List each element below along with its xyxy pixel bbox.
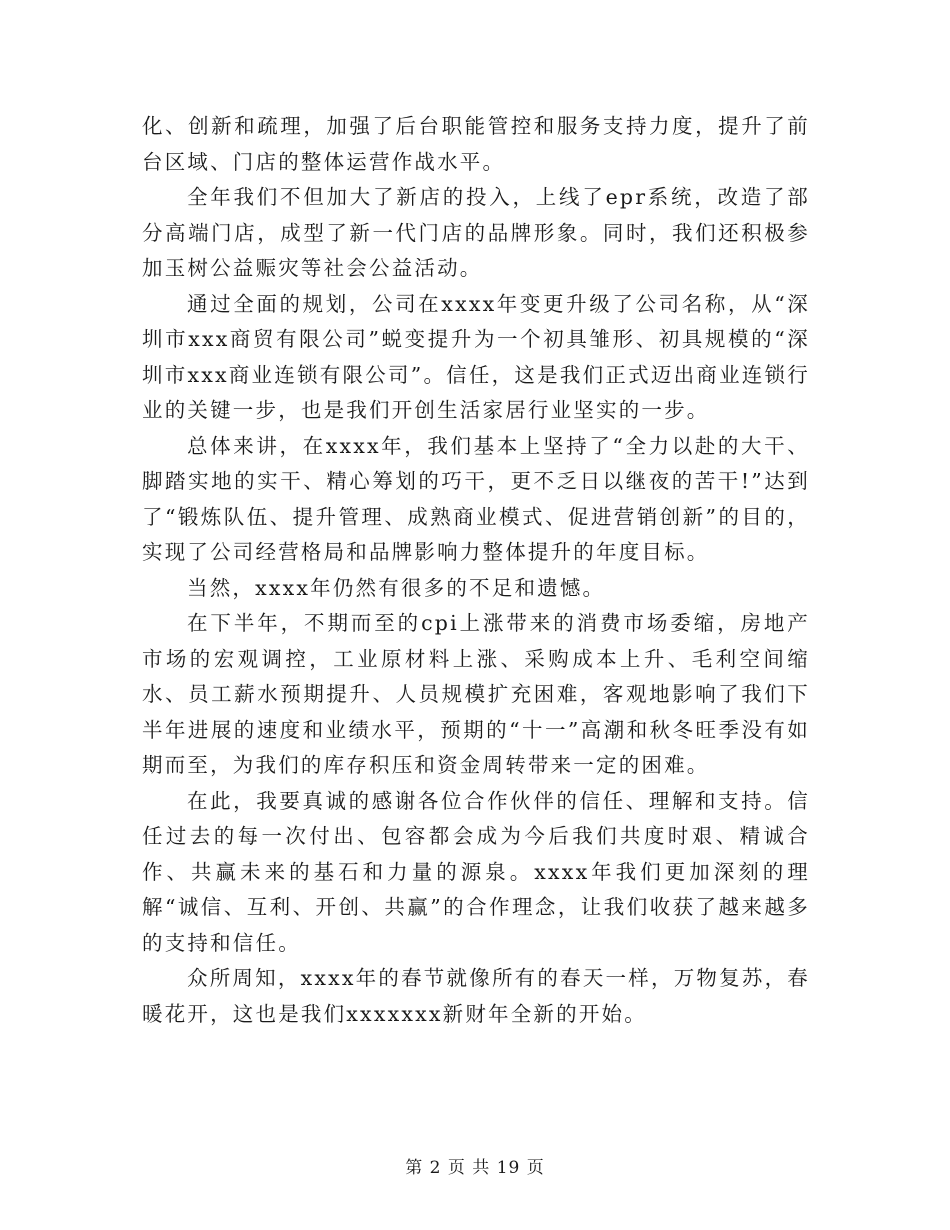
total-pages: 19 (496, 1158, 521, 1178)
paragraph: 在此，我要真诚的感谢各位合作伙伴的信任、理解和支持。信任过去的每一次付出、包容都会成为今后我们共度时艰、精诚合作、共赢未来的基石和力量的源泉。xxxx年我们更加深刻的理解“诚信、互利、开创、共赢”的合作理念，让我们收获了越来越多的支持和信任。 (142, 788, 810, 955)
paragraph: 当然，xxxx年仍然有很多的不足和遗憾。 (187, 575, 606, 600)
paragraph: 总体来讲，在xxxx年，我们基本上坚持了“全力以赴的大干、脚踏实地的实干、精心筹划的巧干，更不乏日以继夜的苦干!”达到了“锻炼队伍、提升管理、成熟商业模式、促进营销创新”的目的，实现了公司经营格局和品牌影响力整体提升的年度目标。 (142, 433, 810, 564)
page-number: 2 (429, 1158, 442, 1178)
footer-middle: 页 共 (447, 1158, 491, 1178)
document-body (142, 109, 810, 1032)
paragraph: 全年我们不但加大了新店的投入，上线了epr系统，改造了部分高端门店，成型了新一代门店的品牌形象。同时，我们还积极参加玉树公益赈灾等社会公益活动。 (142, 185, 810, 280)
page-footer (0, 1153, 950, 1178)
footer-suffix: 页 (526, 1158, 545, 1178)
paragraph: 众所周知，xxxx年的春节就像所有的春天一样，万物复苏，春暖花开，这也是我们xxxxxxx新财年全新的开始。 (142, 966, 810, 1026)
paragraph: 在下半年，不期而至的cpi上涨带来的消费市场委缩，房地产市场的宏观调控，工业原材料上涨、采购成本上升、毛利空间缩水、员工薪水预期提升、人员规模扩充困难，客观地影响了我们下半年进展的速度和业绩水平，预期的“十一”高潮和秋冬旺季没有如期而至，为我们的库存积压和资金周转带来一定的困难。 (142, 611, 810, 777)
footer-prefix: 第 (405, 1158, 424, 1178)
paragraph: 通过全面的规划，公司在xxxx年变更升级了公司名称，从“深圳市xxx商贸有限公司”蜕变提升为一个初具雏形、初具规模的“深圳市xxx商业连锁有限公司”。信任，这是我们正式迈出商业连锁行业的关键一步，也是我们开创生活家居行业坚实的一步。 (142, 291, 810, 422)
paragraph: 化、创新和疏理，加强了后台职能管控和服务支持力度，提升了前台区域、门店的整体运营作战水平。 (142, 114, 810, 174)
